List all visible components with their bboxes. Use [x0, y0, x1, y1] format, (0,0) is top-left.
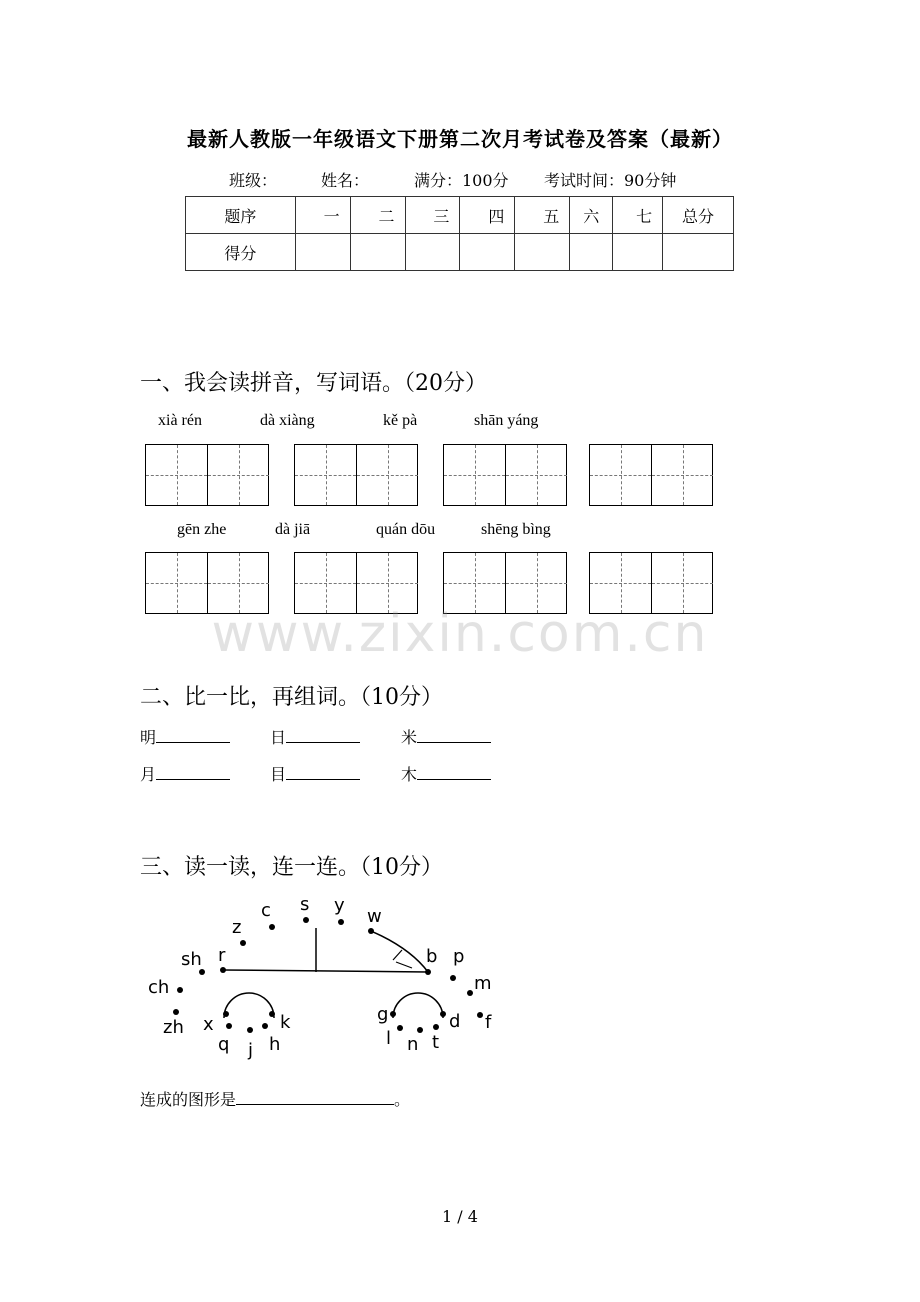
letter-x: x [203, 1014, 214, 1035]
dot-s [303, 917, 309, 923]
dot-t [433, 1024, 439, 1030]
answer-prompt: 连成的图形是 [140, 1090, 237, 1109]
pinyin-label: xià rén [158, 412, 202, 429]
column-header: 四 [460, 197, 515, 234]
dot-c [269, 924, 275, 930]
dot-k [269, 1011, 275, 1017]
char-label: 明 [140, 728, 157, 747]
letter-g: g [377, 1004, 389, 1025]
letter-b: b [426, 946, 438, 967]
dot-x [226, 1023, 232, 1029]
pinyin-label: dà xiàng [260, 412, 315, 429]
shape-answer-line[interactable] [236, 1090, 394, 1105]
pinyin-label: shān yáng [474, 412, 539, 429]
answer-end: 。 [394, 1090, 411, 1109]
char-label: 米 [401, 728, 418, 747]
letter-l: l [386, 1028, 392, 1049]
pinyin-label: kě pà [383, 412, 418, 429]
letter-ch: ch [148, 977, 170, 998]
dot-l [397, 1025, 403, 1031]
dot-p [450, 975, 456, 981]
section1-heading: 一、我会读拼音，写词语。（20分） [140, 371, 487, 396]
dot-f [477, 1012, 483, 1018]
dot-n [417, 1027, 423, 1033]
class-label: 班级： [229, 171, 278, 190]
dot-d [440, 1011, 446, 1017]
column-header: 三 [405, 197, 460, 234]
letter-w: w [367, 906, 382, 927]
dot-zh [173, 1009, 179, 1015]
char-label: 目 [270, 765, 287, 784]
name-label: 姓名： [321, 171, 370, 190]
letter-j: j [248, 1040, 254, 1061]
header-label: 题序 [186, 197, 296, 234]
page-number: 1 / 4 [442, 1207, 478, 1226]
letter-p: p [453, 946, 465, 967]
char-label: 月 [140, 765, 157, 784]
section2-heading: 二、比一比，再组词。（10分） [140, 685, 443, 710]
pinyin-label: gēn zhe [177, 521, 227, 538]
letter-c: c [261, 900, 271, 921]
front-wheel-arc [224, 993, 274, 1018]
column-header: 七 [613, 197, 663, 234]
dot-w [368, 928, 374, 934]
full-score-label: 满分：100分 [414, 171, 509, 190]
car-roof-line [223, 970, 428, 972]
char-label: 日 [270, 728, 287, 747]
letter-r: r [218, 945, 226, 966]
pinyin-label: shēng bìng [481, 521, 551, 538]
dot-g [390, 1011, 396, 1017]
rear-wheel-arc [393, 993, 443, 1018]
pinyin-label: dà jiā [275, 521, 311, 538]
exam-time-label: 考试时间：90分钟 [544, 171, 677, 190]
car-windshield-line [371, 931, 428, 972]
dot-z [240, 940, 246, 946]
section3-heading: 三、读一读，连一连。（10分） [140, 855, 443, 880]
letter-y: y [334, 895, 345, 916]
letter-zh: zh [163, 1017, 184, 1038]
dot-h [262, 1023, 268, 1029]
column-header: 一 [295, 197, 350, 234]
column-header: 六 [570, 197, 613, 234]
dot-ch [177, 987, 183, 993]
dot-m [467, 990, 473, 996]
document-title: 最新人教版一年级语文下册第二次月考试卷及答案（最新） [187, 127, 733, 151]
char-label: 木 [401, 765, 418, 784]
letter-s: s [300, 894, 310, 915]
letter-sh: sh [181, 949, 202, 970]
column-header: 总分 [663, 197, 734, 234]
column-header: 五 [515, 197, 570, 234]
letter-z: z [232, 917, 242, 938]
letter-t: t [432, 1032, 440, 1053]
dot-q [223, 1011, 229, 1017]
dot-r [220, 967, 226, 973]
letter-d: d [449, 1011, 461, 1032]
answer-prompt-row [140, 1087, 410, 1110]
letter-k: k [280, 1012, 291, 1033]
dot-y [338, 919, 344, 925]
watermark: www.zixin.com.cn [211, 604, 709, 664]
letter-m: m [474, 973, 492, 994]
row-label: 得分 [186, 234, 296, 271]
letter-f: f [485, 1012, 492, 1033]
letter-h: h [269, 1034, 281, 1055]
dot-b [425, 969, 431, 975]
column-header: 二 [350, 197, 405, 234]
pinyin-label: quán dōu [376, 521, 436, 538]
letter-n: n [407, 1034, 419, 1055]
dot-j [247, 1027, 253, 1033]
letter-q: q [218, 1034, 230, 1055]
